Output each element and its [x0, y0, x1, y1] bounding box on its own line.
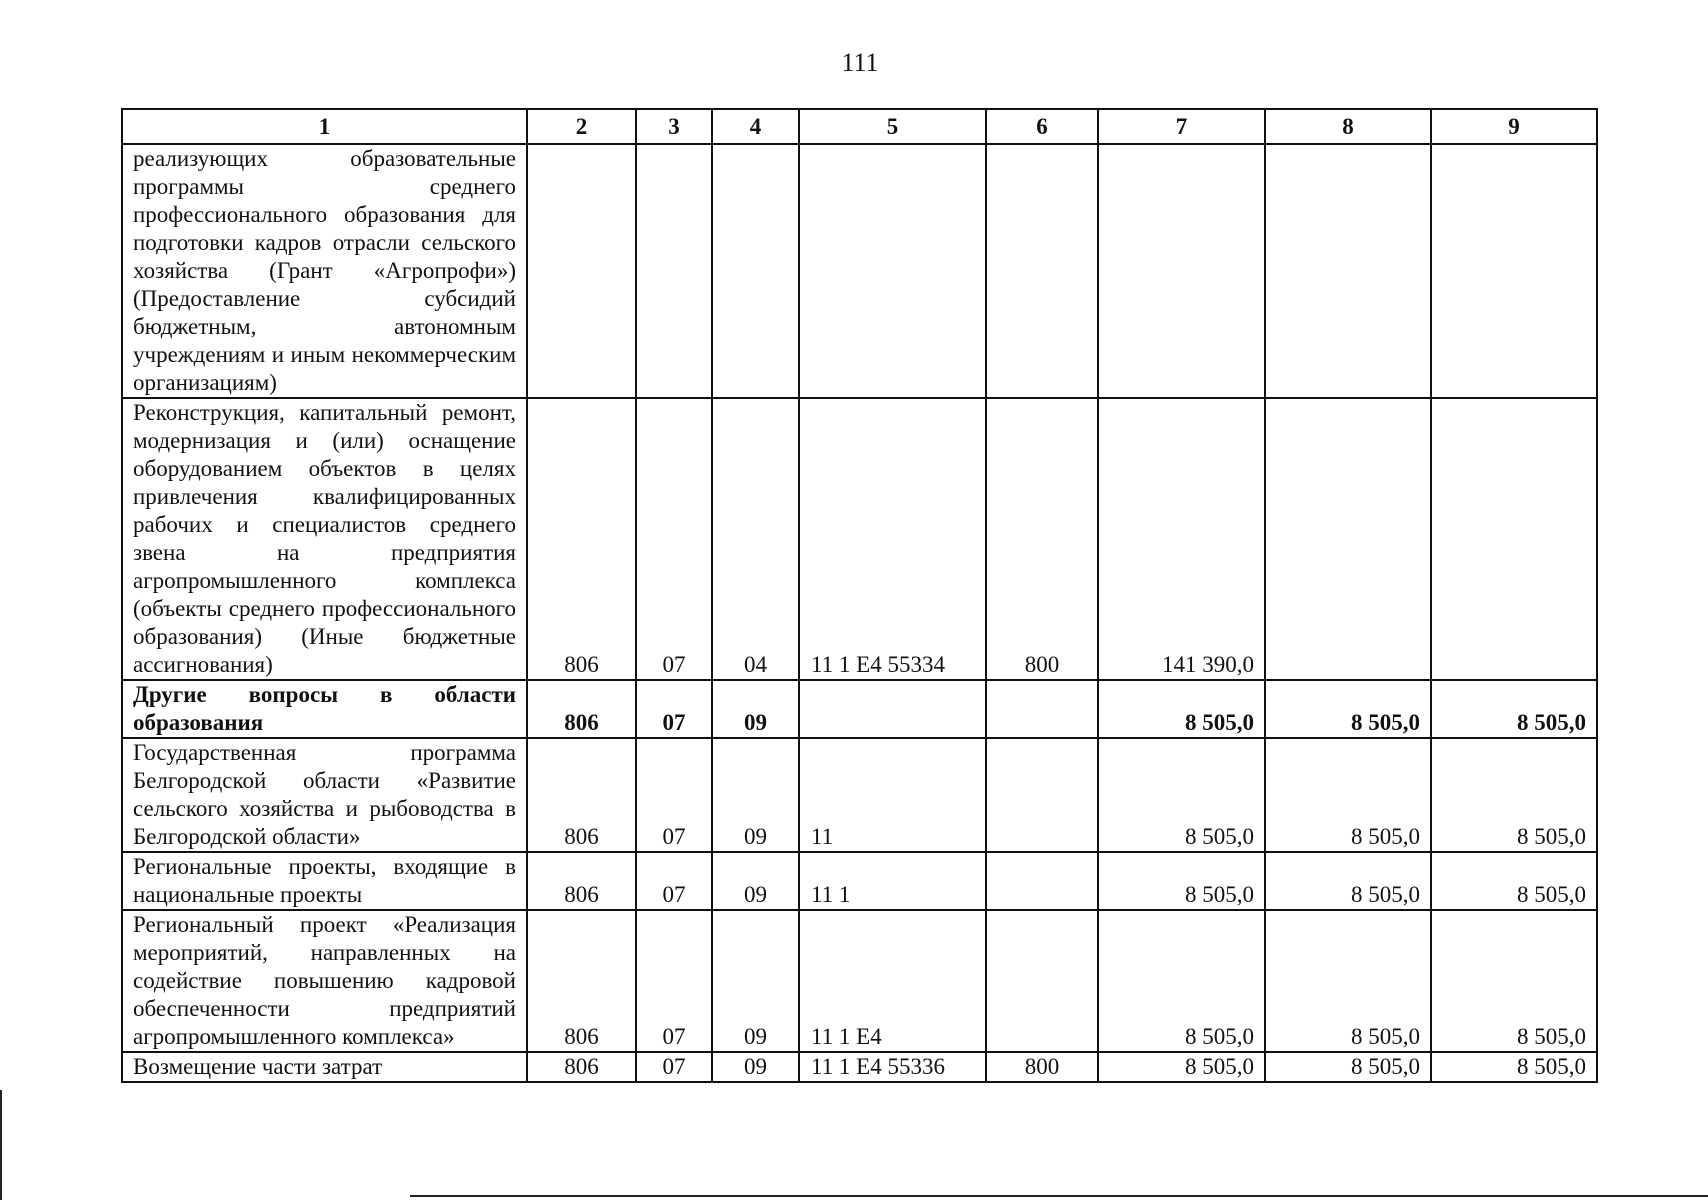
- section-code: 07: [636, 738, 712, 852]
- table-row: [122, 910, 1597, 1052]
- subsection-code: [712, 144, 799, 398]
- column-header: 8: [1265, 109, 1431, 144]
- ministry-code: 806: [527, 1052, 636, 1082]
- section-code: [636, 144, 712, 398]
- section-code: 07: [636, 680, 712, 738]
- row-description: Реконструкция, капитальный ремонт, модернизация и (или) оснащение оборудованием объектов в целях привлечения квалифицированных рабочих и специалистов среднего звена на предприятия агропромышленного комплекса (объекты среднего профессионального образования) (Иные бюджетные ассигнования): [122, 398, 527, 680]
- table-row: [122, 398, 1597, 680]
- amount-col-9: 8 505,0: [1431, 738, 1597, 852]
- column-header: 3: [636, 109, 712, 144]
- expense-type-code: [986, 144, 1098, 398]
- subsection-code: 04: [712, 398, 799, 680]
- row-description: Другие вопросы в области образования: [122, 680, 527, 738]
- target-article-code: 11 1 Е4 55336: [799, 1052, 986, 1082]
- amount-col-7: 8 505,0: [1098, 1052, 1265, 1082]
- row-description: Государственная программа Белгородской области «Развитие сельского хозяйства и рыбоводства в Белгородской области»: [122, 738, 527, 852]
- amount-col-8: 8 505,0: [1265, 1052, 1431, 1082]
- section-code: 07: [636, 910, 712, 1052]
- amount-col-8: 8 505,0: [1265, 738, 1431, 852]
- expense-type-code: [986, 910, 1098, 1052]
- subsection-code: 09: [712, 680, 799, 738]
- expense-type-code: 800: [986, 1052, 1098, 1082]
- ministry-code: 806: [527, 398, 636, 680]
- amount-col-8: [1265, 144, 1431, 398]
- subsection-code: 09: [712, 738, 799, 852]
- target-article-code: 11 1: [799, 852, 986, 910]
- subsection-code: 09: [712, 852, 799, 910]
- table-row: [122, 680, 1597, 738]
- row-description: реализующих образовательные программы среднего профессионального образования для подготовки кадров отрасли сельского хозяйства (Грант «Агропрофи») (Предоставление субсидий бюджетным, автономным учреждениям и иным некоммерческим организациям): [122, 144, 527, 398]
- table-row: [122, 852, 1597, 910]
- target-article-code: 11 1 Е4 55334: [799, 398, 986, 680]
- amount-col-9: [1431, 144, 1597, 398]
- column-header: 1: [122, 109, 527, 144]
- amount-col-8: [1265, 398, 1431, 680]
- target-article-code: [799, 680, 986, 738]
- target-article-code: [799, 144, 986, 398]
- target-article-code: 11 1 Е4: [799, 910, 986, 1052]
- column-header: 5: [799, 109, 986, 144]
- row-description: Региональные проекты, входящие в национальные проекты: [122, 852, 527, 910]
- column-header: 7: [1098, 109, 1265, 144]
- amount-col-7: 141 390,0: [1098, 398, 1265, 680]
- budget-table: [121, 108, 1598, 1083]
- expense-type-code: [986, 680, 1098, 738]
- ministry-code: 806: [527, 680, 636, 738]
- amount-col-7: 8 505,0: [1098, 680, 1265, 738]
- amount-col-9: 8 505,0: [1431, 910, 1597, 1052]
- amount-col-9: 8 505,0: [1431, 1052, 1597, 1082]
- page-number: 111: [841, 48, 879, 77]
- amount-col-9: [1431, 398, 1597, 680]
- section-code: 07: [636, 1052, 712, 1082]
- amount-col-9: 8 505,0: [1431, 852, 1597, 910]
- amount-col-7: 8 505,0: [1098, 852, 1265, 910]
- ministry-code: [527, 144, 636, 398]
- amount-col-7: [1098, 144, 1265, 398]
- column-header: 9: [1431, 109, 1597, 144]
- amount-col-8: 8 505,0: [1265, 852, 1431, 910]
- column-header: 2: [527, 109, 636, 144]
- amount-col-9: 8 505,0: [1431, 680, 1597, 738]
- table-row: [122, 738, 1597, 852]
- row-description: Региональный проект «Реализация мероприятий, направленных на содействие повышению кадровой обеспеченности предприятий агропромышленного комплекса»: [122, 910, 527, 1052]
- expense-type-code: 800: [986, 398, 1098, 680]
- ministry-code: 806: [527, 910, 636, 1052]
- column-header: 6: [986, 109, 1098, 144]
- amount-col-8: 8 505,0: [1265, 680, 1431, 738]
- row-description: Возмещение части затрат: [122, 1052, 527, 1082]
- amount-col-8: 8 505,0: [1265, 910, 1431, 1052]
- amount-col-7: 8 505,0: [1098, 738, 1265, 852]
- subsection-code: 09: [712, 1052, 799, 1082]
- ministry-code: 806: [527, 852, 636, 910]
- section-code: 07: [636, 398, 712, 680]
- bottom-divider: [410, 1195, 1708, 1197]
- amount-col-7: 8 505,0: [1098, 910, 1265, 1052]
- table-row: [122, 1052, 1597, 1082]
- column-header: 4: [712, 109, 799, 144]
- left-edge-line: [0, 1090, 2, 1200]
- section-code: 07: [636, 852, 712, 910]
- expense-type-code: [986, 738, 1098, 852]
- expense-type-code: [986, 852, 1098, 910]
- table-row: [122, 144, 1597, 398]
- ministry-code: 806: [527, 738, 636, 852]
- header-row: [122, 109, 1597, 144]
- subsection-code: 09: [712, 910, 799, 1052]
- target-article-code: 11: [799, 738, 986, 852]
